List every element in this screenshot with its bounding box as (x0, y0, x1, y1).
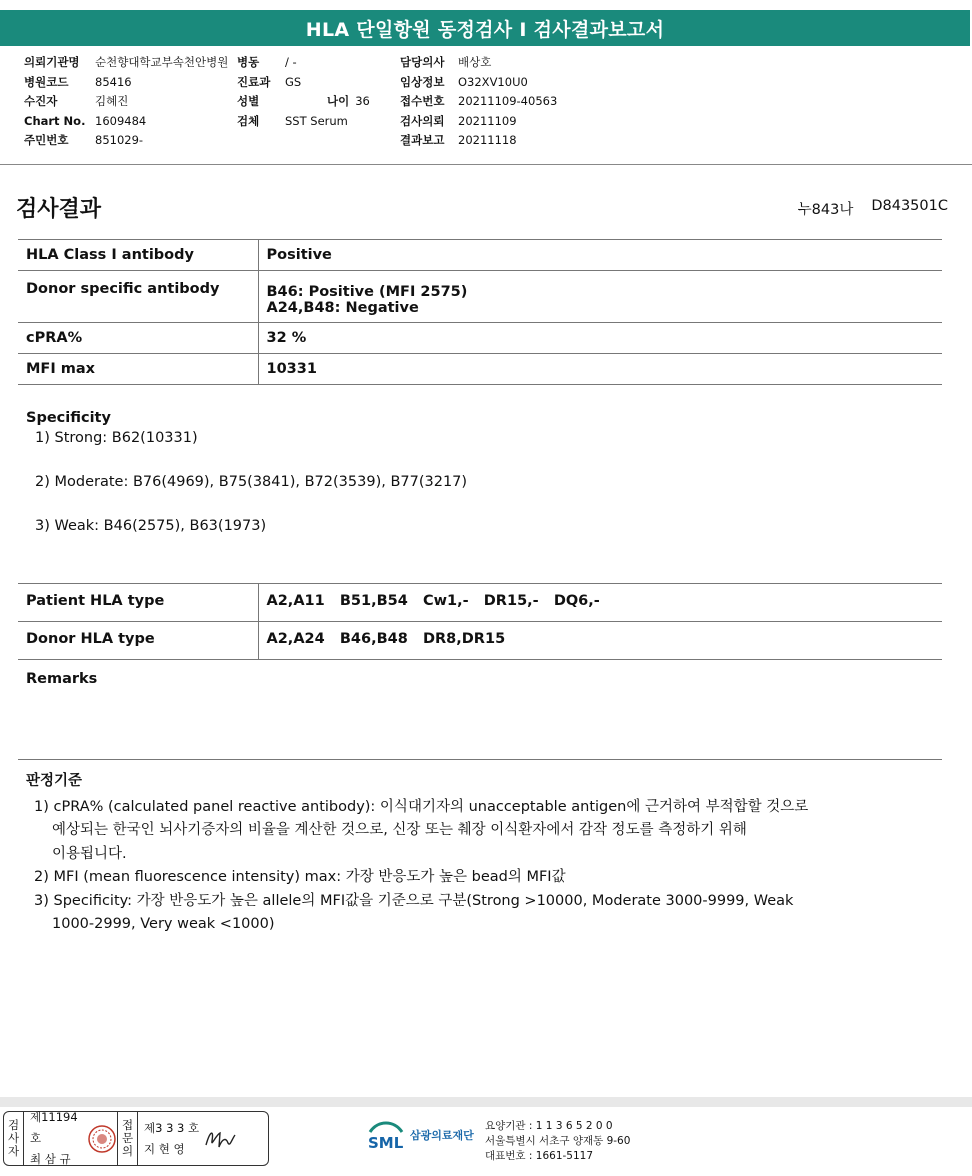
info-label: 임상정보 (400, 74, 445, 89)
info-row (400, 131, 557, 151)
info-label: 진료과 (237, 74, 271, 89)
info-label: 담당의사 (400, 55, 445, 69)
info-row (237, 53, 370, 73)
hla-label: Donor HLA type (18, 622, 258, 660)
info-label: 성별 (237, 94, 260, 108)
results-table (18, 239, 942, 385)
table-row (18, 354, 942, 385)
table-row (18, 240, 942, 271)
vertical-char: 의 (121, 1144, 134, 1158)
examiner-name: 최 삼 규 (30, 1152, 71, 1166)
hla-value: A2,A24 B46,B48 DR8,DR15 (258, 622, 942, 660)
info-label: 병동 (237, 55, 260, 69)
report-title: HLA 단일항원 동정검사 I 검사결과보고서 (305, 18, 665, 41)
code-b: D843501C (871, 198, 948, 214)
result-value: 32 % (258, 323, 942, 354)
consultant-license: 제3 3 3 호 (144, 1120, 200, 1135)
info-row (237, 112, 370, 132)
info-row (24, 53, 228, 73)
info-label: 병원코드 (24, 74, 69, 89)
result-value (258, 271, 942, 323)
criteria-item-cont: 1000-2999, Very weak <1000) (52, 916, 275, 932)
info-value: 김혜진 (95, 94, 129, 108)
footer-bar (0, 1097, 972, 1107)
signature-icon (200, 1112, 240, 1165)
info-row (237, 92, 370, 112)
result-value: Positive (258, 240, 942, 271)
info-value: O32XV10U0 (458, 74, 528, 89)
info-value: 1609484 (95, 113, 147, 128)
info-label: 수진자 (24, 94, 58, 108)
info-label: 검체 (237, 113, 260, 128)
info-value: 20211109 (458, 113, 517, 128)
dsa-line-2: A24,B48: Negative (266, 300, 419, 316)
criteria-item: 2) MFI (mean fluorescence intensity) max: 가장 반응도가 높은 bead의 MFI값 (34, 869, 566, 885)
seal-stamp-icon (86, 1112, 118, 1165)
examiner-license: 제11194호 (30, 1110, 78, 1145)
divider (18, 759, 942, 760)
age-label: 나이 (327, 94, 350, 108)
info-value: 20211118 (458, 133, 517, 147)
footer-address (485, 1119, 630, 1164)
info-column-3 (400, 53, 557, 151)
info-label: 검사의뢰 (400, 113, 445, 128)
vertical-char: 사 (7, 1131, 20, 1145)
consultant-name: 지 현 영 (144, 1141, 185, 1156)
info-value: 851029- (95, 133, 144, 147)
info-value: 85416 (95, 74, 132, 89)
info-value: 20211109-40563 (458, 94, 558, 108)
criteria-item: 1) cPRA% (calculated panel reactive antibody): 이식대기자의 unacceptable antigen에 근거하여 부적합할 것으로 (34, 798, 809, 815)
criteria-block (26, 770, 808, 937)
report-title-bar (0, 10, 970, 46)
info-label: 접수번호 (400, 94, 445, 108)
info-value: 배상호 (458, 55, 492, 69)
hla-label: Patient HLA type (18, 584, 258, 622)
table-row (18, 584, 942, 622)
info-label: 의뢰기관명 (24, 55, 80, 69)
result-label: MFI max (18, 354, 258, 385)
specificity-item: 2) Moderate: B76(4969), B75(3841), B72(3539), B77(3217) (35, 474, 468, 490)
info-column-1 (24, 53, 228, 151)
result-label: cPRA% (18, 323, 258, 354)
info-row (400, 73, 557, 93)
criteria-item-cont: 이용됩니다. (52, 845, 127, 862)
info-value: / - (285, 55, 297, 69)
result-value: 10331 (258, 354, 942, 385)
hla-value: A2,A11 B51,B54 Cw1,- DR15,- DQ6,- (258, 584, 942, 622)
section-title: 검사결과 (16, 197, 102, 222)
vertical-char: 자 (7, 1144, 20, 1158)
examiner-vertical-label (4, 1112, 24, 1165)
info-label: 결과보고 (400, 133, 445, 147)
criteria-item-cont: 예상되는 한국인 뇌사기증자의 비율을 계산한 것으로, 신장 또는 췌장 이식환자에서 감작 정도를 측정하기 위해 (52, 822, 747, 838)
logo-text: SML (368, 1134, 404, 1152)
specificity-heading: Specificity (26, 410, 111, 426)
sml-logo-icon (366, 1118, 406, 1152)
info-value: SST Serum (285, 113, 348, 128)
examiner-cell (24, 1112, 86, 1165)
divider (0, 164, 972, 165)
info-column-2 (237, 53, 370, 131)
result-label: Donor specific antibody (18, 271, 258, 323)
info-row (24, 112, 228, 132)
criteria-item: 3) Specificity: 가장 반응도가 높은 allele의 MFI값을 기준으로 구분(Strong >10000, Moderate 3000-9999, Weak (34, 892, 794, 909)
info-row (237, 73, 370, 93)
info-row (400, 53, 557, 73)
info-row (24, 92, 228, 112)
signature-box (3, 1111, 269, 1166)
dsa-line-1: B46: Positive (MFI 2575) (266, 284, 468, 300)
logo-name: 삼광의료재단 (410, 1129, 474, 1142)
specificity-block (26, 410, 467, 562)
table-row (18, 622, 942, 660)
vertical-char: 검 (7, 1118, 20, 1132)
info-row (24, 73, 228, 93)
vertical-char: 접 (121, 1118, 134, 1132)
result-label: HLA Class I antibody (18, 240, 258, 271)
criteria-heading: 판정기준 (26, 773, 83, 789)
table-row (18, 323, 942, 354)
table-row (18, 271, 942, 323)
report-codes (798, 198, 948, 219)
info-value: 순천향대학교부속천안병원 (95, 55, 229, 69)
info-row (24, 131, 228, 151)
specificity-item: 1) Strong: B62(10331) (35, 430, 198, 446)
address-line: 서울특별시 서초구 양재동 9-60 (485, 1135, 631, 1147)
specificity-item: 3) Weak: B46(2575), B63(1973) (35, 518, 267, 534)
consultant-cell (138, 1112, 200, 1165)
info-label: Chart No. (24, 113, 86, 128)
info-label: 주민번호 (24, 133, 69, 147)
address-line: 요양기관 : 1 1 3 6 5 2 0 0 (485, 1120, 613, 1132)
info-row (400, 92, 557, 112)
hla-table (18, 583, 942, 660)
code-a: 누843나 (797, 202, 854, 218)
consultant-vertical-label (118, 1112, 138, 1165)
remarks-label: Remarks (26, 671, 98, 687)
sml-logo (366, 1118, 474, 1152)
vertical-char: 문 (121, 1131, 134, 1145)
info-row (400, 112, 557, 132)
address-line: 대표번호 : 1661-5117 (485, 1150, 594, 1162)
age-value: 36 (355, 94, 370, 108)
info-value: GS (285, 74, 302, 89)
